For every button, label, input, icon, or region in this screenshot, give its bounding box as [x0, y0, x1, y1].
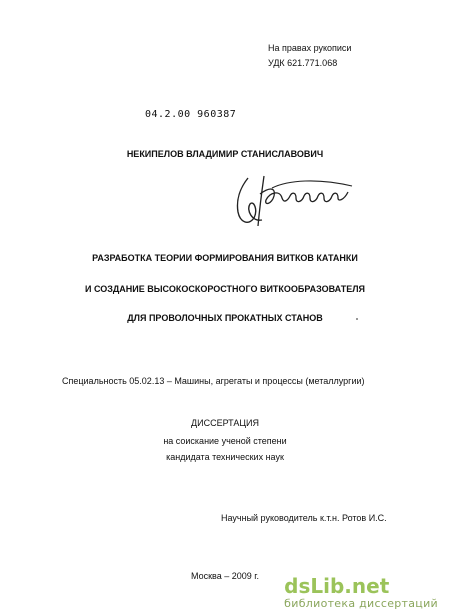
dslib-logo: dsLib.net: [284, 574, 390, 598]
title-line-1: РАЗРАБОТКА ТЕОРИИ ФОРМИРОВАНИЯ ВИТКОВ КАТАНКИ: [92, 253, 358, 263]
title-line-3: ДЛЯ ПРОВОЛОЧНЫХ ПРОКАТНЫХ СТАНОВ: [127, 313, 323, 323]
registration-number: 04.2.00 960387: [145, 109, 237, 120]
city-year: Москва – 2009 г.: [191, 571, 259, 581]
rights-notice: На правах рукописи: [268, 43, 352, 53]
signature-icon: [228, 170, 358, 232]
dissertation-heading: ДИССЕРТАЦИЯ: [191, 418, 259, 428]
title-line-2: И СОЗДАНИЕ ВЫСОКОСКОРОСТНОГО ВИТКООБРАЗОВАТЕЛЯ: [84, 284, 366, 294]
udc-code: УДК 621.771.068: [268, 58, 338, 68]
specialty-line: Специальность 05.02.13 – Машины, агрегаты и процессы (металлургии): [62, 376, 365, 386]
author-name: НЕКИПЕЛОВ ВЛАДИМИР СТАНИСЛАВОВИЧ: [126, 149, 324, 159]
dslib-tagline: библиотека диссертаций: [284, 597, 438, 610]
degree-line-2: кандидата технических наук: [166, 452, 284, 462]
degree-line-1: на соискание ученой степени: [163, 436, 287, 446]
dslib-watermark: [284, 575, 438, 610]
supervisor-line: Научный руководитель к.т.н. Ротов И.С.: [221, 513, 387, 523]
ink-speck: [356, 318, 358, 320]
